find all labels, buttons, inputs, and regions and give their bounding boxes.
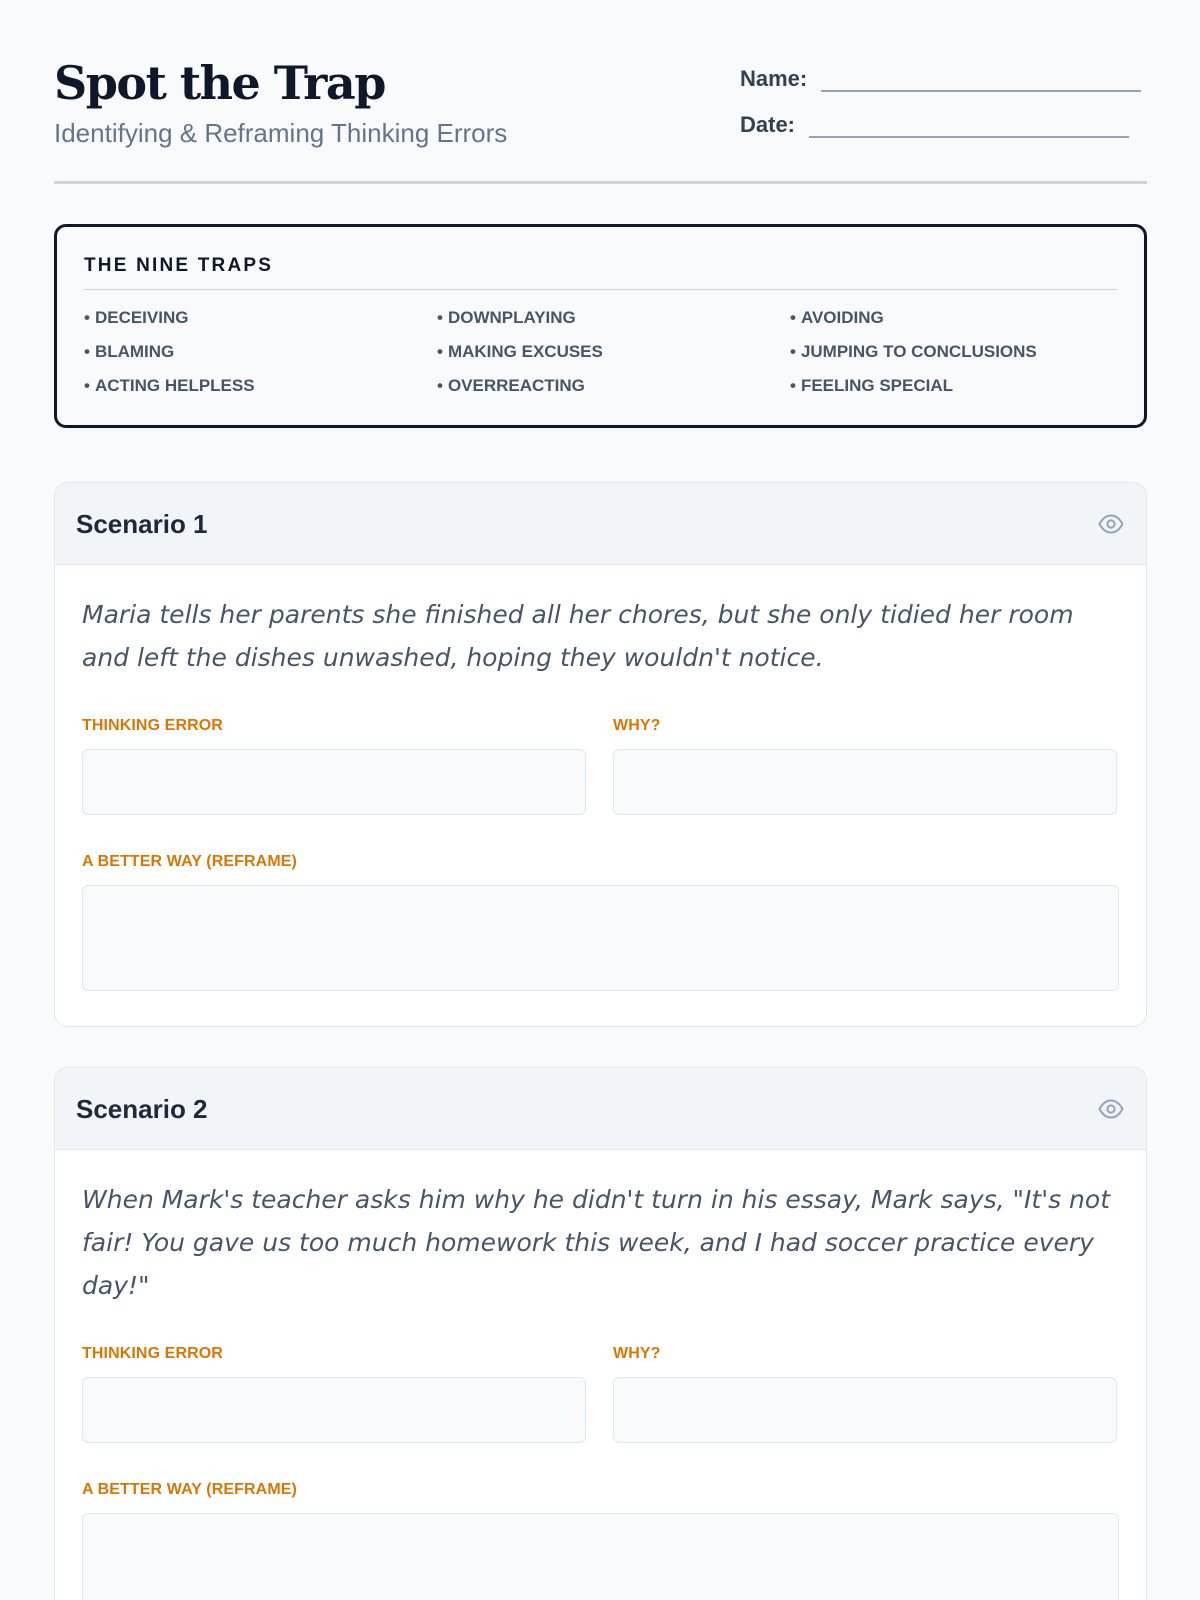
answer-row [82,1345,1119,1443]
thinking-error-column [82,1345,586,1443]
traps-list [84,301,1124,403]
traps-title: THE NINE TRAPS [84,255,274,276]
reframe-textarea[interactable] [82,885,1119,991]
reframe-section [82,1481,1119,1600]
why-label: WHY? [613,717,661,734]
why-column [613,717,1117,815]
scenario-text: When Mark's teacher asks him why he didn't turn in his essay, Mark says, "It's not fair! You gave us too much homework this week, and I had soccer practice every day!" [82,1185,1110,1300]
date-label: Date: [740,112,796,137]
scenario-header [55,483,1146,565]
name-field [740,66,1141,92]
why-input[interactable] [613,749,1117,815]
thinking-error-label: THINKING ERROR [82,1345,223,1362]
trap-item: • DECEIVING [84,301,437,335]
trap-item: • ACTING HELPLESS [84,369,437,403]
traps-divider [84,289,1117,290]
reframe-label: A BETTER WAY (REFRAME) [82,853,297,870]
date-field [740,112,1129,138]
why-column [613,1345,1117,1443]
trap-item: • JUMPING TO CONCLUSIONS [790,335,1124,369]
page-title: Spot the Trap [54,56,385,110]
scenario-body [55,1178,1146,1600]
reframe-textarea[interactable] [82,1513,1119,1600]
scenario-title: Scenario 1 [76,509,208,539]
name-line[interactable] [821,90,1141,92]
name-label: Name: [740,66,808,91]
why-input[interactable] [613,1377,1117,1443]
scenario-body [55,593,1146,991]
trap-item: • MAKING EXCUSES [437,335,790,369]
date-line[interactable] [809,136,1129,138]
worksheet-page [54,0,1147,1498]
why-label: WHY? [613,1345,661,1362]
trap-item: • OVERREACTING [437,369,790,403]
scenario-text: Maria tells her parents she finished all her chores, but she only tidied her room and left the dishes unwashed, hoping they wouldn't notice. [82,600,1074,672]
thinking-error-input[interactable] [82,749,586,815]
page-subtitle: Identifying & Reframing Thinking Errors [54,118,508,148]
thinking-error-column [82,717,586,815]
nine-traps-box [54,224,1147,428]
eye-icon[interactable] [1098,1098,1124,1120]
scenario-card-2 [54,1067,1147,1600]
thinking-error-input[interactable] [82,1377,586,1443]
reframe-section [82,853,1119,991]
reframe-label: A BETTER WAY (REFRAME) [82,1481,297,1498]
trap-item: • AVOIDING [790,301,1124,335]
thinking-error-label: THINKING ERROR [82,717,223,734]
scenario-header [55,1068,1146,1150]
scenario-card-1 [54,482,1147,1027]
trap-item: • BLAMING [84,335,437,369]
worksheet-header [54,0,1147,184]
trap-item: • FEELING SPECIAL [790,369,1124,403]
eye-icon[interactable] [1098,513,1124,535]
trap-item: • DOWNPLAYING [437,301,790,335]
scenario-title: Scenario 2 [76,1094,208,1124]
answer-row [82,717,1119,815]
